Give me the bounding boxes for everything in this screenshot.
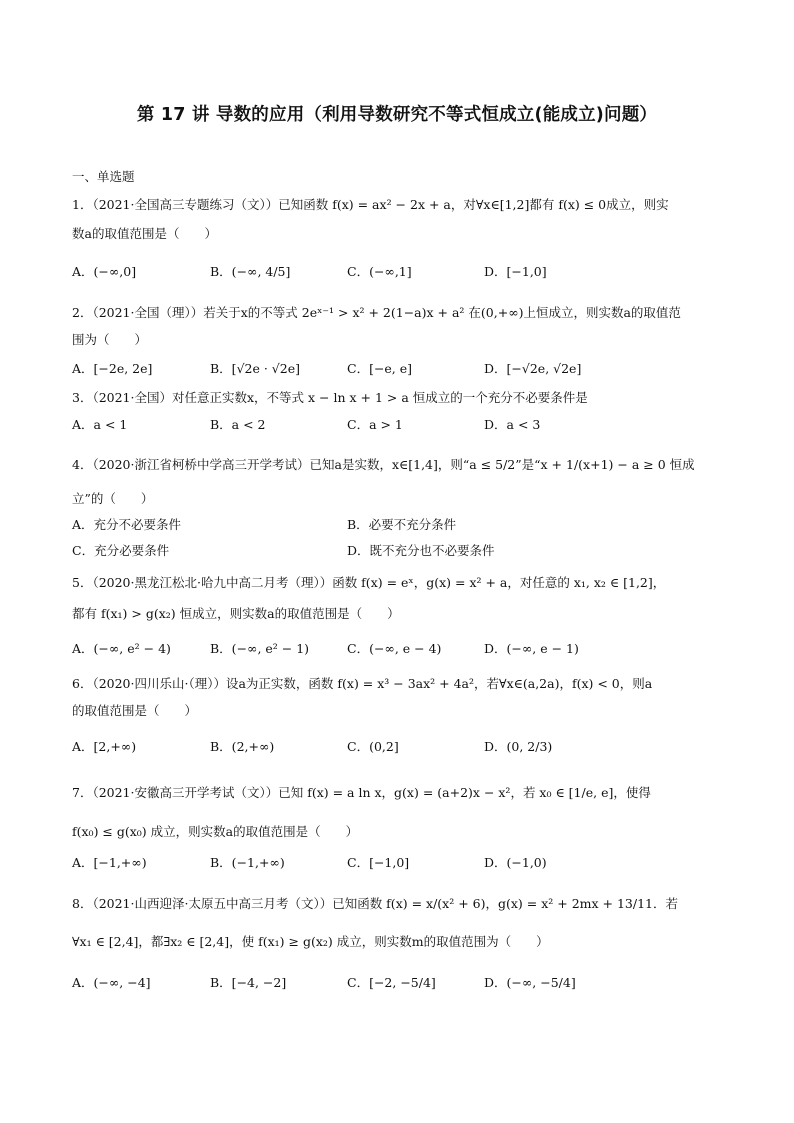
option-b: B．(−1,+∞) [210, 855, 285, 870]
question-1-line-2: 数a的取值范围是（ ） [72, 226, 217, 241]
question-6-options [72, 736, 752, 758]
option-c: C．[−2, −5/4] [347, 975, 436, 990]
option-c: C．[−1,0] [347, 855, 410, 870]
option-a: A．充分不必要条件 [72, 517, 182, 532]
option-b: B．(2,+∞) [210, 739, 275, 754]
option-b: B．a < 2 [210, 417, 266, 432]
option-c: C．a > 1 [347, 417, 403, 432]
question-4-options-row-2 [72, 540, 752, 562]
option-b: B．必要不充分条件 [347, 517, 457, 532]
option-b: B．(−∞, 4/5] [210, 264, 291, 279]
question-5-line-2: 都有 f(x₁) > g(x₂) 恒成立，则实数a的取值范围是（ ） [72, 606, 400, 621]
option-a: A．[−2e, 2e] [72, 361, 153, 376]
question-8-line-1: 8．（2021·山西迎泽·太原五中高三月考（文））已知函数 f(x) = x/(x² + 6)，g(x) = x² + 2mx + 13/11．若 [72, 896, 678, 911]
question-2-line-1: 2．（2021·全国（理））若关于x的不等式 2eˣ⁻¹ > x² + 2(1−a)x + a² 在(0,+∞)上恒成立，则实数a的取值范 [72, 305, 681, 320]
option-d: D．(−∞, −5/4] [484, 975, 576, 990]
option-d: D．既不充分也不必要条件 [347, 543, 495, 558]
question-6-line-2: 的取值范围是（ ） [72, 703, 198, 718]
option-c: C．充分必要条件 [72, 543, 170, 558]
option-b: B．(−∞, e² − 1) [210, 641, 310, 656]
question-5-options [72, 638, 752, 660]
question-3-options [72, 414, 752, 436]
option-b: B．[√2e · √2e] [210, 361, 300, 376]
option-d: D．a < 3 [484, 417, 541, 432]
option-a: A．[−1,+∞) [72, 855, 147, 870]
question-3-line-1: 3．（2021·全国）对任意正实数x，不等式 x − ln x + 1 > a 恒成立的一个充分不必要条件是 [72, 390, 588, 405]
option-a: A．[2,+∞) [72, 739, 137, 754]
question-7-line-1: 7．（2021·安徽高三开学考试（文））已知 f(x) = a ln x，g(x) = (a+2)x − x²，若 x₀ ∈ [1/e, e]，使得 [72, 785, 651, 800]
option-d: D．(0, 2/3) [484, 739, 553, 754]
option-a: A．a < 1 [72, 417, 128, 432]
question-8-options [72, 972, 752, 994]
option-a: A．(−∞,0] [72, 264, 137, 279]
question-5-line-1: 5．（2020·黑龙江松北·哈九中高二月考（理））函数 f(x) = eˣ，g(x) = x² + a，对任意的 x₁, x₂ ∈ [1,2]， [72, 575, 666, 590]
question-1-line-1: 1．（2021·全国高三专题练习（文））已知函数 f(x) = ax² − 2x + a，对∀x∈[1,2]都有 f(x) ≤ 0成立，则实 [72, 197, 669, 212]
option-d: D．(−∞, e − 1) [484, 641, 579, 656]
question-8-line-2: ∀x₁ ∈ [2,4]，都∃x₂ ∈ [2,4]，使 f(x₁) ≥ g(x₂) 成立，则实数m的取值范围为（ ） [72, 934, 549, 949]
page-title: 第 17 讲 导数的应用（利用导数研究不等式恒成立(能成立)问题） [136, 105, 658, 125]
option-a: A．(−∞, e² − 4) [72, 641, 171, 656]
option-c: C．(−∞,1] [347, 264, 412, 279]
question-2-options [72, 358, 752, 380]
question-7-options [72, 852, 752, 874]
option-d: D．[−1,0] [484, 264, 547, 279]
question-1-options [72, 261, 752, 283]
option-d: D．(−1,0) [484, 855, 547, 870]
question-4-options-row-1 [72, 514, 752, 536]
option-c: C．[−e, e] [347, 361, 413, 376]
question-6-line-1: 6．（2020·四川乐山·（理））设a为正实数，函数 f(x) = x³ − 3ax² + 4a²，若∀x∈(a,2a)，f(x) < 0，则a [72, 676, 653, 691]
section-heading: 一、单选题 [72, 169, 135, 184]
option-d: D．[−√2e, √2e] [484, 361, 582, 376]
question-7-line-2: f(x₀) ≤ g(x₀) 成立，则实数a的取值范围是（ ） [72, 824, 359, 839]
option-c: C．(−∞, e − 4) [347, 641, 442, 656]
question-4-line-1: 4．（2020·浙江省柯桥中学高三开学考试）已知a是实数，x∈[1,4]，则“a ≤ 5/2”是“x + 1/(x+1) − a ≥ 0 恒成 [72, 457, 695, 472]
question-2-line-2: 围为（ ） [72, 332, 148, 347]
option-b: B．[−4, −2] [210, 975, 287, 990]
option-a: A．(−∞, −4] [72, 975, 151, 990]
question-4-line-2: 立”的（ ） [72, 491, 154, 506]
option-c: C．(0,2] [347, 739, 399, 754]
